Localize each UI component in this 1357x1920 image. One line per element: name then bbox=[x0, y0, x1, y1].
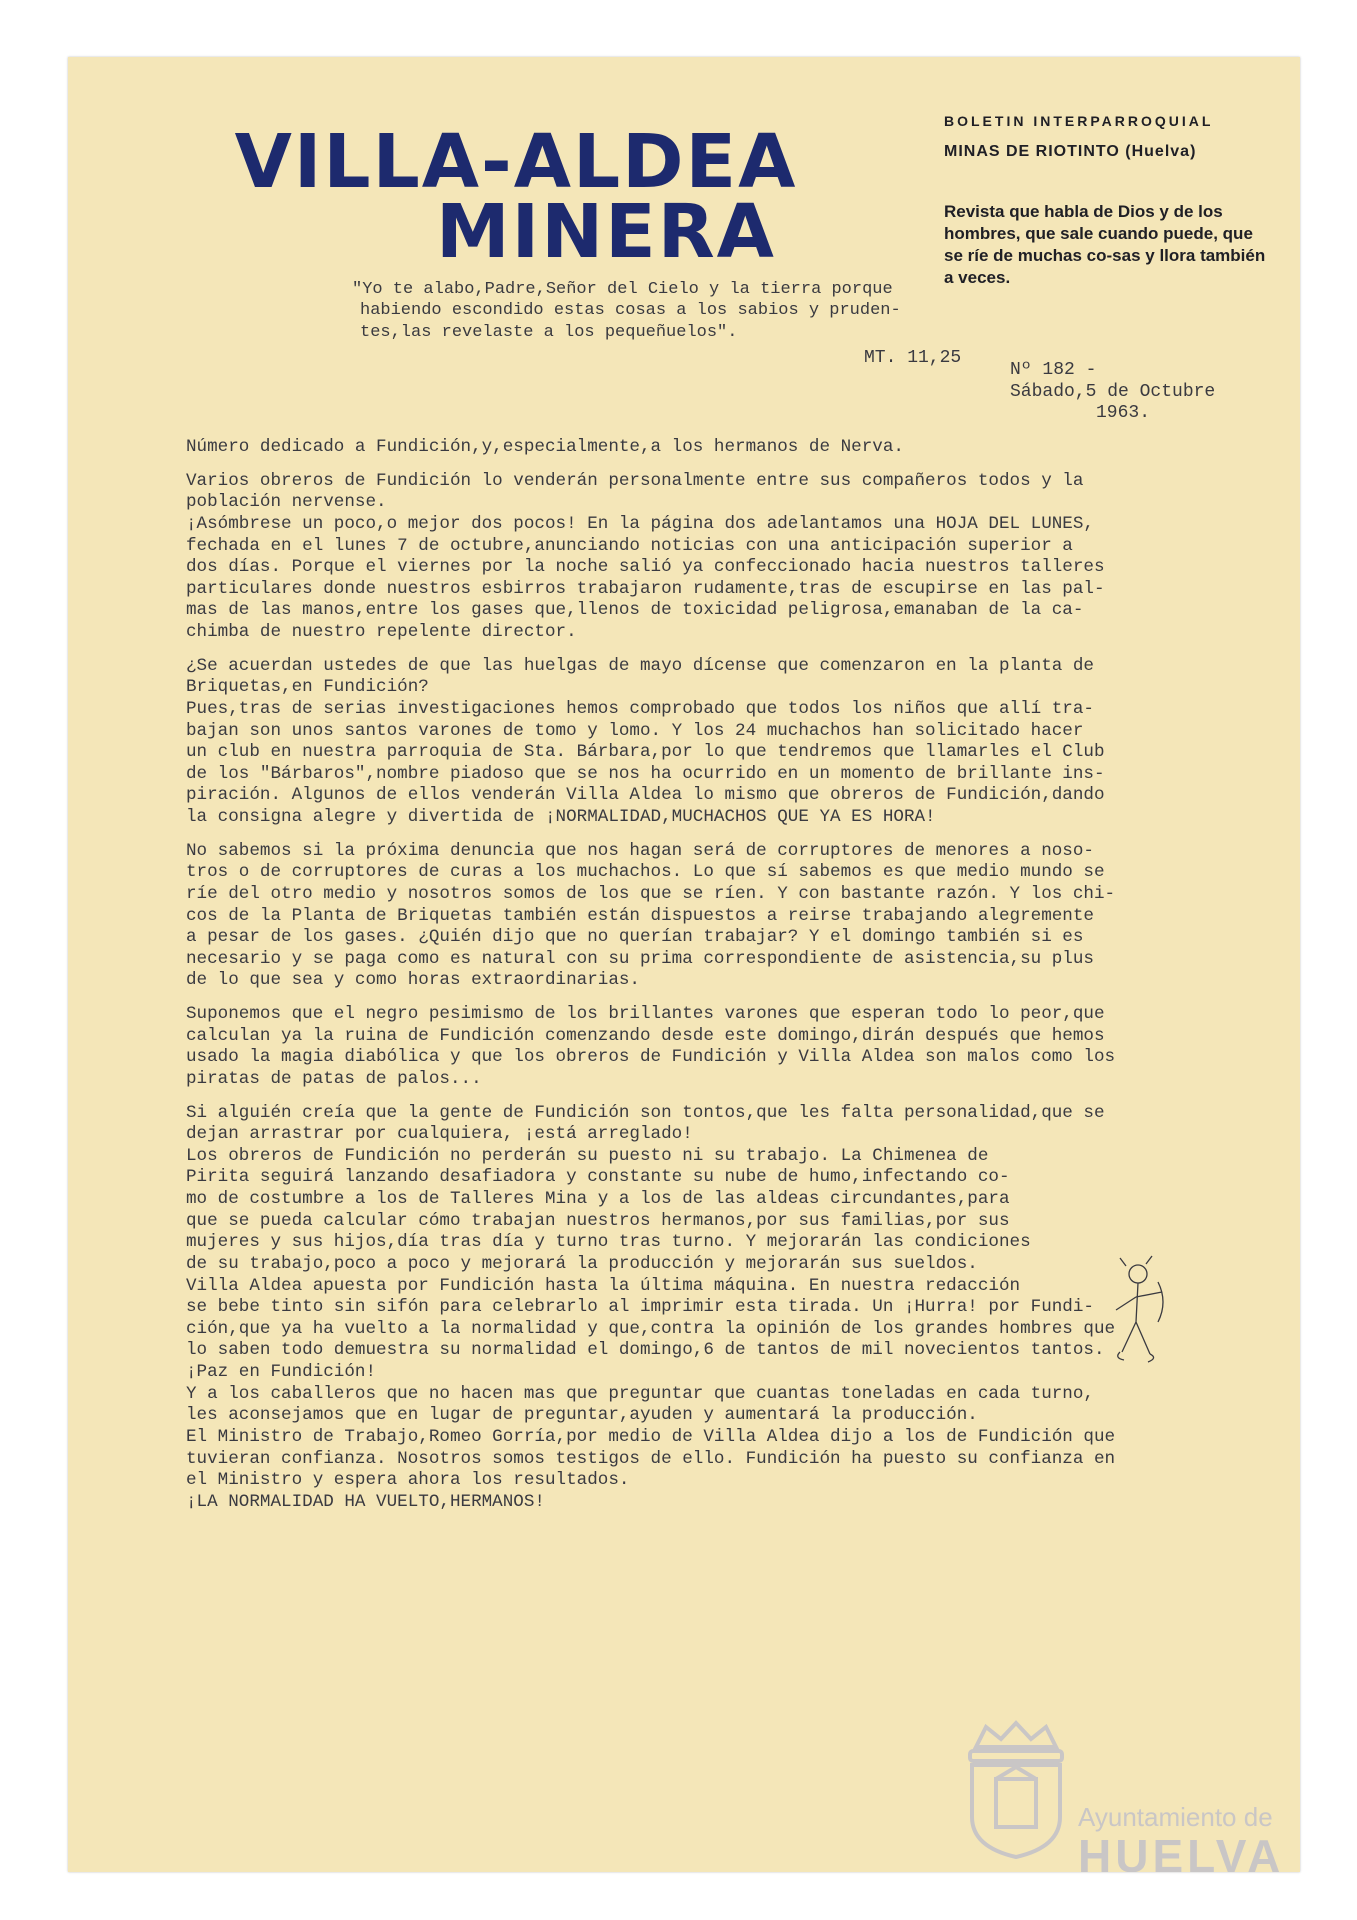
text-line: mas de las manos,entre los gases que,llenos de toxicidad peligrosa,emanaban de la ca- bbox=[186, 600, 1084, 621]
text-line: No sabemos si la próxima denuncia que nos hagan será de corruptores de menores a noso- bbox=[186, 840, 1094, 861]
text-line: que se pueda calcular cómo trabajan nuestros hermanos,por sus familias,por sus bbox=[186, 1210, 1010, 1231]
text-line: ¡LA NORMALIDAD HA VUELTO,HERMANOS! bbox=[186, 1491, 545, 1512]
text-line: usado la magia diabólica y que los obreros de Fundición y Villa Aldea son malos como los bbox=[186, 1047, 1116, 1068]
text-line: Villa Aldea apuesta por Fundición hasta la última máquina. En nuestra redacción bbox=[186, 1275, 1021, 1296]
text-line: Y a los caballeros que no hacen mas que preguntar que cuantas toneladas en cada turno, bbox=[186, 1383, 1094, 1404]
text-line: ción,que ya ha vuelto a la normalidad y que,contra la opinión de los grandes hombres que bbox=[186, 1318, 1116, 1339]
text-line: calculan ya la ruina de Fundición comenzando desde este domingo,dirán después que hemos bbox=[186, 1025, 1105, 1046]
text-line: lo saben todo demuestra su normalidad el domingo,6 de tantos de mil novecientos tantos. bbox=[186, 1340, 1105, 1361]
scripture-quote bbox=[352, 279, 920, 343]
boletin-label: BOLETIN INTERPARROQUIAL bbox=[944, 113, 1214, 129]
huelva-crest-icon bbox=[956, 1717, 1076, 1862]
text-line: ríe del otro medio y nosotros somos de los que se ríen. Y con bastante razón. Y los chi- bbox=[186, 883, 1116, 904]
masthead-title bbox=[146, 119, 886, 276]
text-line: tros o de corruptores de curas a los muchachos. Lo que sí sabemos es que medio mundo se bbox=[186, 862, 1105, 883]
text-line: un club en nuestra parroquia de Sta. Bárbara,por lo que tendremos que llamarles el Club bbox=[186, 742, 1105, 763]
text-line: ¿Se acuerdan ustedes de que las huelgas de mayo dícense que comenzaron en la planta de bbox=[186, 655, 1094, 676]
text-line: Varios obreros de Fundición lo venderán personalmente entre sus compañeros todos y la bbox=[186, 470, 1084, 491]
archive-watermark bbox=[1078, 1802, 1300, 1872]
masthead-info bbox=[944, 113, 1274, 289]
text-line: particulares donde nuestros esbirros trabajaron rudamente,tras de escupirse en las pal- bbox=[186, 578, 1105, 599]
text-line: Los obreros de Fundición no perderán su puesto ni su trabajo. La Chimenea de bbox=[186, 1145, 989, 1166]
paragraph-briquetas bbox=[186, 656, 1256, 829]
text-line: Si alguién creía que la gente de Fundición son tontos,que les falta personalidad,que se bbox=[186, 1102, 1105, 1123]
text-line: a pesar de los gases. ¿Quién dijo que no querían trabajar? Y el domingo también si es bbox=[186, 927, 1084, 948]
text-line: dos días. Porque el viernes por la noche salió ya confeccionado hacia nuestros talleres bbox=[186, 557, 1105, 578]
text-line: Pirita seguirá lanzando desafiadora y constante su nube de humo,infectando co- bbox=[186, 1167, 1010, 1188]
paragraph-denuncia bbox=[186, 841, 1256, 992]
text-line: Pues,tras de serias investigaciones hemos comprobado que todos los niños que allí tra- bbox=[186, 698, 1094, 719]
location-label: MINAS DE RIOTINTO (Huelva) bbox=[944, 143, 1197, 160]
issue-date: Sábado,5 de Octubre bbox=[1010, 381, 1216, 402]
newsletter-page bbox=[68, 57, 1300, 1872]
scripture-reference: MT. 11,25 bbox=[864, 348, 962, 368]
watermark-line2: HUELVA bbox=[1078, 1830, 1285, 1872]
quote-line: "Yo te alabo,Padre,Señor del Cielo y la tierra porque bbox=[352, 280, 893, 299]
text-line: les aconsejamos que en lugar de preguntar,ayuden y aumentará la producción. bbox=[186, 1405, 978, 1426]
paragraph-sales bbox=[186, 471, 1256, 644]
text-line: mo de costumbre a los de Talleres Mina y a los de las aldeas circundantes,para bbox=[186, 1189, 1010, 1209]
text-line: chimba de nuestro repelente director. bbox=[186, 622, 577, 642]
text-line: se bebe tinto sin sifón para celebrarlo al imprimir esta tirada. Un ¡Hurra! por Fundi- bbox=[186, 1297, 1094, 1318]
text-line: Número dedicado a Fundición,y,especialmente,a los hermanos de Nerva. bbox=[186, 437, 904, 457]
text-line: piratas de patas de palos... bbox=[186, 1068, 482, 1089]
text-line: El Ministro de Trabajo,Romeo Gorría,por medio de Villa Aldea dijo a los de Fundición que bbox=[186, 1426, 1116, 1447]
text-line: fechada en el lunes 7 de octubre,anunciando noticias con una anticipación superior a bbox=[186, 535, 1073, 556]
quote-line: habiendo escondido estas cosas a los sabios y pruden- bbox=[360, 301, 901, 321]
text-line: ¡Paz en Fundición! bbox=[186, 1362, 377, 1382]
tagline: Revista que habla de Dios y de los hombres, que sale cuando puede, que se ríe de muchas co-sas y llora también a veces. bbox=[944, 202, 1266, 288]
paragraph-normalidad bbox=[186, 1103, 1256, 1514]
text-line: Suponemos que el negro pesimismo de los brillantes varones que esperan todo lo peor,que bbox=[186, 1004, 1105, 1024]
issue-number: Nº 182 - bbox=[1010, 360, 1097, 380]
issue-info bbox=[1010, 360, 1270, 425]
text-line: piración. Algunos de ellos venderán Villa Aldea lo mismo que obreros de Fundición,dando bbox=[186, 785, 1105, 806]
text-line: necesario y se paga como es natural con su prima correspondiente de asistencia,su plus bbox=[186, 948, 1094, 969]
text-line: población nervense. bbox=[186, 492, 387, 513]
sketch-figure-icon bbox=[1106, 1252, 1176, 1402]
text-line: Briquetas,en Fundición? bbox=[186, 677, 429, 698]
quote-line: tes,las revelaste a los pequeñuelos". bbox=[360, 322, 738, 342]
masthead-title-line1: VILLA-ALDEA bbox=[234, 119, 798, 205]
text-line: mujeres y sus hijos,día tras día y turno tras turno. Y mejorarán las condiciones bbox=[186, 1232, 1031, 1253]
text-line: la consigna alegre y divertida de ¡NORMALIDAD,MUCHACHOS QUE YA ES HORA! bbox=[186, 807, 936, 827]
issue-year: 1963. bbox=[1096, 403, 1151, 424]
paragraph-dedication bbox=[186, 437, 1256, 459]
text-line: dejan arrastrar por cualquiera, ¡está arreglado! bbox=[186, 1124, 693, 1145]
text-line: de lo que sea y como horas extraordinarias. bbox=[186, 970, 640, 991]
text-line: bajan son unos santos varones de tomo y lomo. Y los 24 muchachos han solicitado hacer bbox=[186, 720, 1084, 741]
watermark-line1: Ayuntamiento de bbox=[1078, 1802, 1273, 1832]
text-line: el Ministro y espera ahora los resultados. bbox=[186, 1470, 630, 1491]
article-body bbox=[186, 437, 1256, 1513]
text-line: cos de la Planta de Briquetas también están dispuestos a reirse trabajando alegremente bbox=[186, 905, 1094, 926]
masthead-title-line2: MINERA bbox=[436, 189, 776, 276]
text-line: tuvieran confianza. Nosotros somos testigos de ello. Fundición ha puesto su confianza en bbox=[186, 1448, 1116, 1469]
text-line: ¡Asómbrese un poco,o mejor dos pocos! En la página dos adelantamos una HOJA DEL LUNES, bbox=[186, 513, 1094, 534]
text-line: de los "Bárbaros",nombre piadoso que se nos ha ocurrido en un momento de brillante ins- bbox=[186, 763, 1105, 784]
text-line: de su trabajo,poco a poco y mejorará la producción y mejorarán sus sueldos. bbox=[186, 1253, 978, 1274]
paragraph-pesimismo bbox=[186, 1004, 1256, 1091]
